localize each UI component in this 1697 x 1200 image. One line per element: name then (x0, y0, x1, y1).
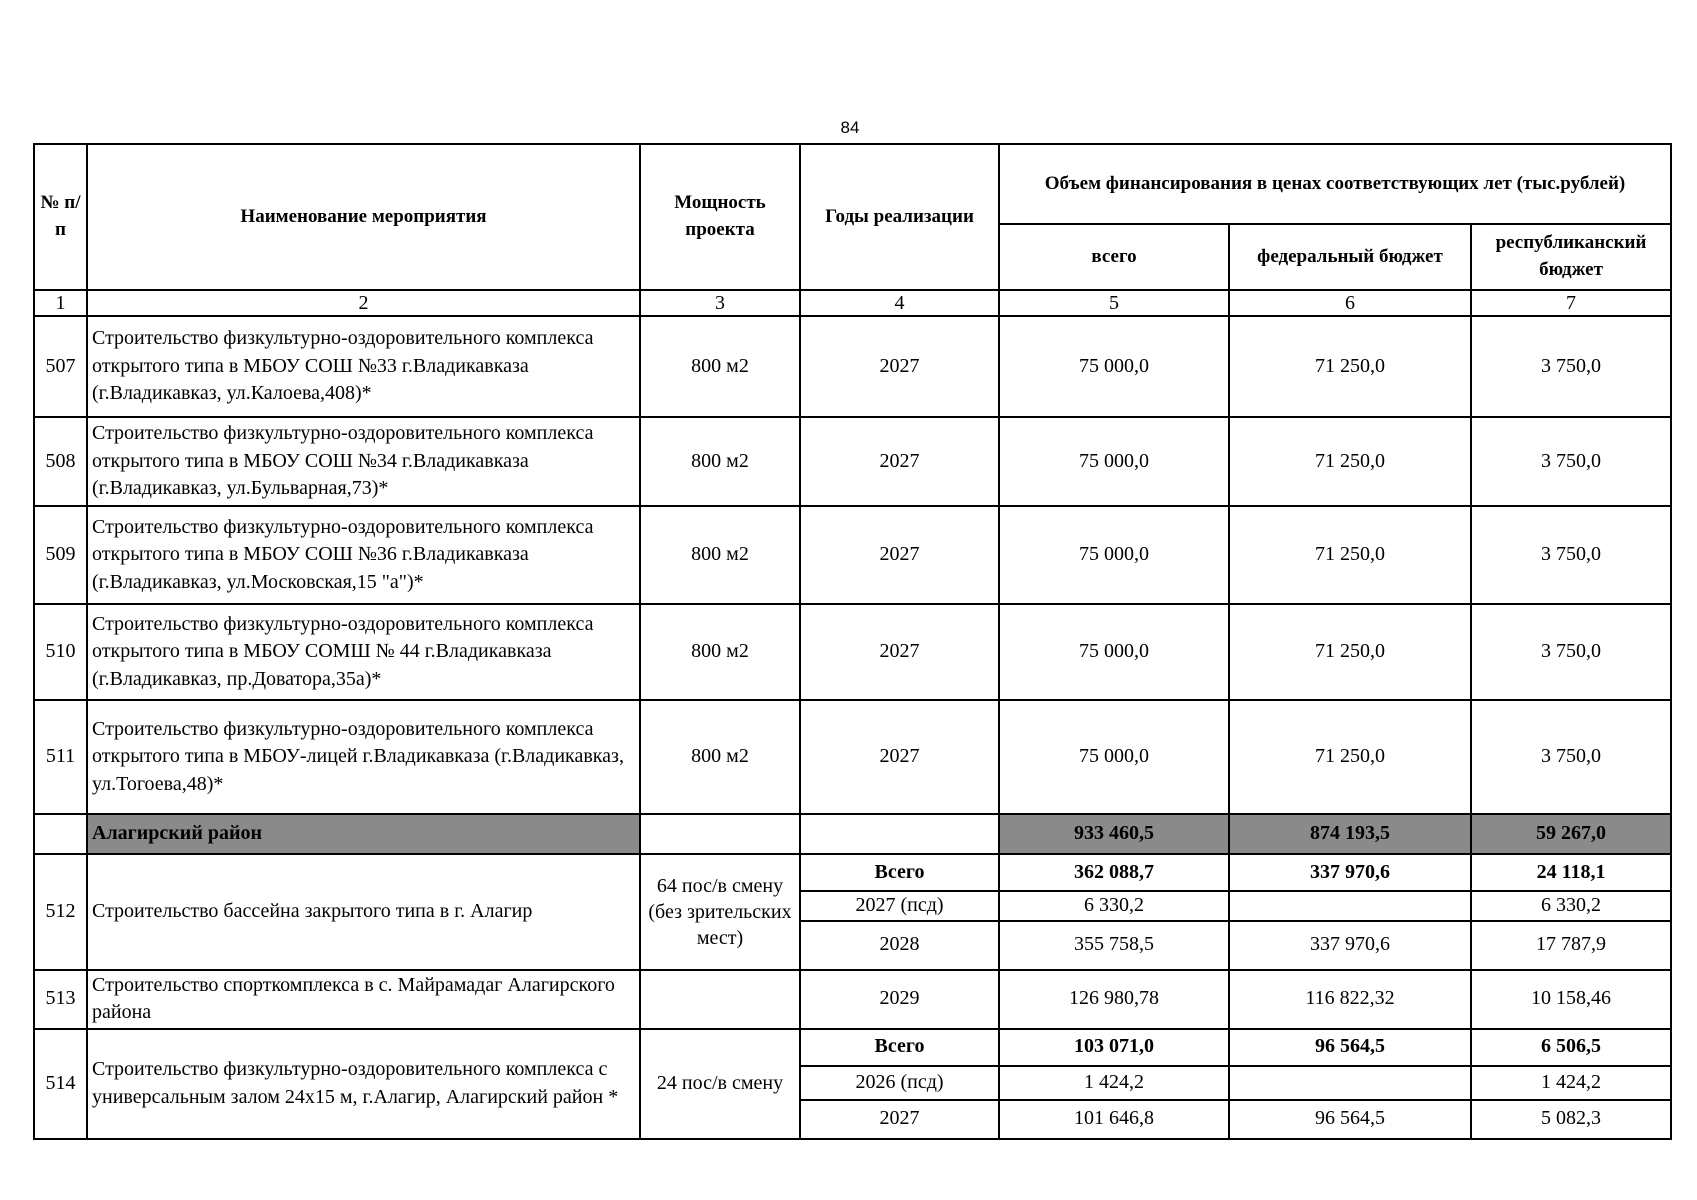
district-capacity-cell (640, 814, 800, 854)
table-row (34, 417, 1671, 506)
table-row (34, 316, 1671, 417)
row-republic: 5 082,3 (1471, 1100, 1671, 1139)
col-number: 5 (999, 290, 1229, 316)
row-federal: 96 564,5 (1229, 1029, 1471, 1066)
district-republic: 59 267,0 (1471, 814, 1671, 854)
row-total: 362 088,7 (999, 854, 1229, 891)
row-republic: 6 330,2 (1471, 891, 1671, 921)
row-capacity (640, 970, 800, 1029)
row-federal: 116 822,32 (1229, 970, 1471, 1029)
row-capacity: 800 м2 (640, 700, 800, 814)
row-total: 1 424,2 (999, 1066, 1229, 1100)
row-capacity: 64 пос/в смену (без зрительских мест) (640, 854, 800, 970)
row-years: 2028 (800, 921, 999, 970)
row-total: 75 000,0 (999, 604, 1229, 700)
row-total: 75 000,0 (999, 417, 1229, 506)
row-federal: 71 250,0 (1229, 604, 1471, 700)
row-name: Строительство физкультурно-оздоровительного комплекса открытого типа в МБОУ СОМШ № 44 г.Владикавказа (г.Владикавказ, пр.Доватора,35а)* (87, 604, 640, 700)
row-num: 513 (34, 970, 87, 1029)
row-republic: 24 118,1 (1471, 854, 1671, 891)
row-years: 2027 (800, 700, 999, 814)
row-republic: 3 750,0 (1471, 604, 1671, 700)
row-name: Строительство физкультурно-оздоровительного комплекса открытого типа в МБОУ СОШ №34 г.Владикавказа (г.Владикавказ, ул.Бульварная,73)* (87, 417, 640, 506)
header-years: Годы реализации (800, 144, 999, 290)
table-row (34, 854, 1671, 891)
row-num: 510 (34, 604, 87, 700)
row-total: 6 330,2 (999, 891, 1229, 921)
row-years: Всего (800, 1029, 999, 1066)
page-number: 84 (840, 118, 860, 137)
row-capacity: 800 м2 (640, 604, 800, 700)
row-republic: 3 750,0 (1471, 417, 1671, 506)
row-republic: 1 424,2 (1471, 1066, 1671, 1100)
col-number: 2 (87, 290, 640, 316)
col-number: 7 (1471, 290, 1671, 316)
header-republic: республиканский бюджет (1471, 224, 1671, 290)
row-federal: 71 250,0 (1229, 417, 1471, 506)
district-years-cell (800, 814, 999, 854)
row-federal (1229, 891, 1471, 921)
row-num: 514 (34, 1029, 87, 1139)
col-number: 1 (34, 290, 87, 316)
row-name: Строительство физкультурно-оздоровительного комплекса открытого типа в МБОУ СОШ №33 г.Владикавказа (г.Владикавказ, ул.Калоева,408)* (87, 316, 640, 417)
district-total: 933 460,5 (999, 814, 1229, 854)
row-num: 507 (34, 316, 87, 417)
table-row (34, 604, 1671, 700)
financing-table (33, 143, 1672, 1140)
row-name: Строительство физкультурно-оздоровительного комплекса открытого типа в МБОУ-лицей г.Владикавказа (г.Владикавказ, ул.Тогоева,48)* (87, 700, 640, 814)
district-row (34, 814, 1671, 854)
row-federal: 337 970,6 (1229, 854, 1471, 891)
row-capacity: 800 м2 (640, 506, 800, 604)
header-total: всего (999, 224, 1229, 290)
row-capacity: 24 пос/в смену (640, 1029, 800, 1139)
district-federal: 874 193,5 (1229, 814, 1471, 854)
row-federal (1229, 1066, 1471, 1100)
row-total: 75 000,0 (999, 700, 1229, 814)
header-funding: Объем финансирования в ценах соответствующих лет (тыс.рублей) (999, 144, 1671, 224)
row-federal: 71 250,0 (1229, 506, 1471, 604)
row-years: 2027 (псд) (800, 891, 999, 921)
row-total: 101 646,8 (999, 1100, 1229, 1139)
row-years: 2027 (800, 1100, 999, 1139)
row-name: Строительство спорткомплекса в с. Майрамадаг Алагирского района (87, 970, 640, 1029)
column-number-row (34, 290, 1671, 316)
row-republic: 6 506,5 (1471, 1029, 1671, 1066)
row-num: 508 (34, 417, 87, 506)
row-federal: 337 970,6 (1229, 921, 1471, 970)
row-years: 2027 (800, 316, 999, 417)
header-name: Наименование мероприятия (87, 144, 640, 290)
row-years: Всего (800, 854, 999, 891)
row-capacity: 800 м2 (640, 417, 800, 506)
table-row (34, 700, 1671, 814)
district-num-cell (34, 814, 87, 854)
table-row (34, 506, 1671, 604)
row-republic: 3 750,0 (1471, 316, 1671, 417)
row-republic: 3 750,0 (1471, 506, 1671, 604)
row-republic: 17 787,9 (1471, 921, 1671, 970)
row-capacity: 800 м2 (640, 316, 800, 417)
row-republic: 10 158,46 (1471, 970, 1671, 1029)
row-years: 2027 (800, 604, 999, 700)
col-number: 6 (1229, 290, 1471, 316)
col-number: 3 (640, 290, 800, 316)
row-num: 511 (34, 700, 87, 814)
row-years: 2027 (800, 417, 999, 506)
header-federal: федеральный бюджет (1229, 224, 1471, 290)
row-years: 2029 (800, 970, 999, 1029)
row-num: 512 (34, 854, 87, 970)
row-republic: 3 750,0 (1471, 700, 1671, 814)
header-capacity: Мощность проекта (640, 144, 800, 290)
row-num: 509 (34, 506, 87, 604)
row-total: 75 000,0 (999, 316, 1229, 417)
row-name: Строительство физкультурно-оздоровительного комплекса с универсальным залом 24х15 м, г.Алагир, Алагирский район * (87, 1029, 640, 1139)
row-total: 355 758,5 (999, 921, 1229, 970)
row-total: 126 980,78 (999, 970, 1229, 1029)
table-row (34, 970, 1671, 1029)
row-federal: 96 564,5 (1229, 1100, 1471, 1139)
header-num: № п/п (34, 144, 87, 290)
row-years: 2026 (псд) (800, 1066, 999, 1100)
row-years: 2027 (800, 506, 999, 604)
row-federal: 71 250,0 (1229, 316, 1471, 417)
district-name: Алагирский район (87, 814, 640, 854)
row-name: Строительство бассейна закрытого типа в г. Алагир (87, 854, 640, 970)
row-total: 103 071,0 (999, 1029, 1229, 1066)
table-row (34, 1029, 1671, 1066)
row-name: Строительство физкультурно-оздоровительного комплекса открытого типа в МБОУ СОШ №36 г.Владикавказа (г.Владикавказ, ул.Московская,15 "а")* (87, 506, 640, 604)
row-total: 75 000,0 (999, 506, 1229, 604)
row-federal: 71 250,0 (1229, 700, 1471, 814)
col-number: 4 (800, 290, 999, 316)
